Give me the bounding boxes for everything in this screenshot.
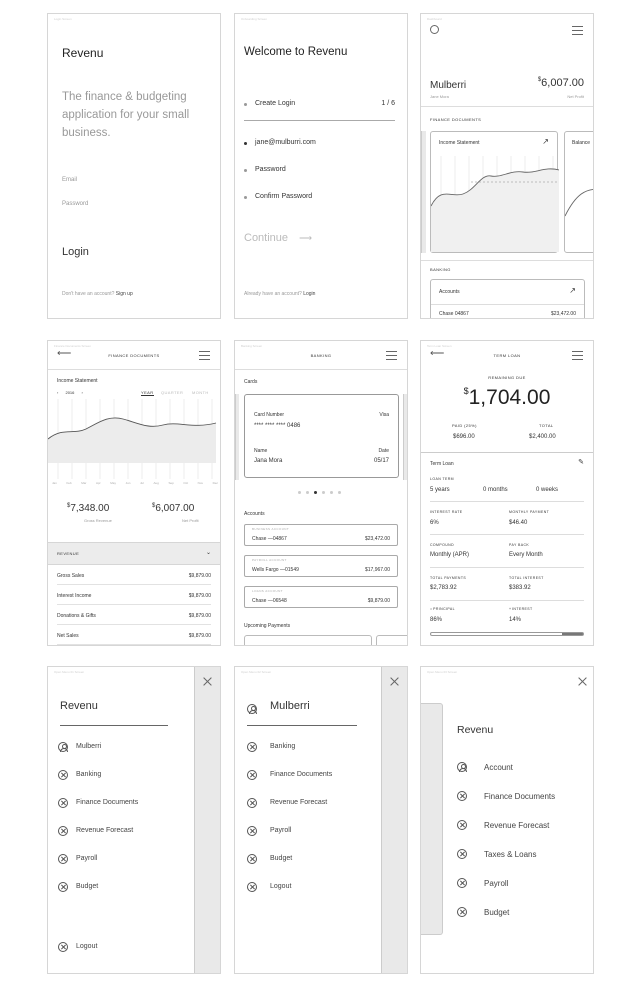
account-balance: $23,472.00: [364, 536, 390, 542]
logout-icon: [247, 882, 257, 892]
remaining-amount: 1,704.00: [468, 386, 551, 409]
header-divider: [235, 369, 407, 370]
divider: [431, 304, 584, 305]
menu-item-finance-documents[interactable]: Finance Documents: [76, 799, 139, 806]
row-label: Gross Sales: [57, 573, 85, 579]
menu-item-banking[interactable]: Banking: [76, 771, 102, 778]
edit-pencil-icon[interactable]: ✎: [578, 459, 584, 466]
step-divider: [244, 120, 395, 121]
card-date-value: 05/17: [373, 458, 389, 464]
principal-label: PRINCIPAL: [433, 607, 455, 611]
month-tick: Feb: [66, 481, 72, 485]
circle-x-icon: [247, 826, 257, 836]
currency-symbol: $: [152, 503, 156, 509]
menu-item-revenue-forecast[interactable]: Revenue Forecast: [76, 827, 134, 834]
menu-item-revenue-forecast[interactable]: Revenue Forecast: [270, 799, 328, 806]
email-field[interactable]: Email: [62, 177, 78, 183]
month-tick: Apr: [96, 481, 101, 485]
tab-year[interactable]: YEAR: [141, 390, 154, 395]
dashboard-screen: [420, 13, 594, 319]
net-profit-label: Net Profit: [567, 94, 584, 99]
payback-value: Every Month: [509, 552, 543, 558]
row-value: $9,879.00: [188, 573, 211, 579]
circle-x-icon: [58, 854, 68, 864]
payback-label: PAY BACK: [509, 543, 530, 547]
screen-caption: Open Menu 03 Screen: [427, 670, 458, 674]
total-value: $2,400.00: [529, 434, 556, 440]
menu-title: Mulberri: [270, 700, 310, 712]
principal-legend: [430, 607, 455, 611]
month-tick: Mar: [81, 481, 87, 485]
login-link[interactable]: Login: [303, 291, 316, 297]
principal-progress-fill: [431, 633, 562, 635]
table-row: [57, 587, 211, 605]
close-icon[interactable]: [203, 677, 212, 686]
arrow-up-right-icon[interactable]: ↗: [542, 137, 549, 146]
menu-item-logout[interactable]: Logout: [76, 943, 98, 950]
step-bullet: [244, 103, 247, 106]
tab-quarter[interactable]: QUARTER: [161, 390, 184, 395]
compound-label: COMPOUND: [430, 543, 455, 547]
chevron-right-icon[interactable]: ›: [81, 390, 83, 395]
login-prompt: [244, 291, 315, 297]
continue-label: Continue: [244, 232, 289, 244]
owner-name: Jane Mora: [430, 94, 449, 99]
month-axis: [52, 481, 218, 485]
step-count: 1 / 6: [381, 100, 395, 107]
credit-card[interactable]: [244, 394, 399, 478]
balance-mini-chart: [565, 156, 594, 252]
menu-item-payroll[interactable]: Payroll: [270, 827, 292, 834]
menu-icon[interactable]: [386, 351, 397, 360]
onboarding-screen: [234, 13, 408, 319]
account-name: Chase —04867: [252, 536, 287, 542]
account-type: LOANS ACCOUNT: [252, 589, 283, 593]
term-years: 5 years: [430, 487, 450, 493]
menu-item-finance-documents[interactable]: Finance Documents: [484, 792, 556, 801]
menu-item-finance-documents[interactable]: Finance Documents: [270, 771, 333, 778]
card-title: Income Statement: [439, 140, 480, 146]
net-amount: 6,007.00: [155, 503, 195, 514]
divider: [430, 567, 584, 568]
net-profit-value: [538, 77, 584, 89]
card-date-label: Date: [378, 448, 389, 454]
statement-title: Income Statement: [57, 378, 98, 384]
arrow-right-icon: ⟶: [299, 233, 313, 243]
remaining-label: REMAINING DUE: [488, 375, 526, 380]
circle-x-icon: [457, 849, 467, 859]
prev-card-peek: [235, 394, 239, 480]
menu-03-screen: [420, 666, 594, 974]
menu-icon[interactable]: [199, 351, 210, 360]
principal-dot-icon: ○: [430, 607, 433, 611]
screen-caption: Open Menu 01 Screen: [54, 670, 85, 674]
circle-x-icon: [247, 770, 257, 780]
screen-title: BANKING: [310, 353, 332, 358]
tagline: The finance & budgeting application for your small business.: [62, 91, 190, 139]
month-tick: Nov: [197, 481, 204, 485]
interest-rate-label: INTEREST RATE: [430, 510, 463, 514]
paid-value: $696.00: [453, 434, 475, 440]
screen-caption: Login Screen: [54, 17, 72, 21]
circle-x-icon: [58, 770, 68, 780]
total-interest-label: TOTAL INTEREST: [509, 576, 544, 580]
logout-icon: [58, 942, 68, 952]
divider: [421, 260, 593, 261]
net-profit-label: Net Profit: [182, 518, 199, 523]
month-tick: Jul: [140, 481, 144, 485]
menu-item-budget[interactable]: Budget: [484, 908, 510, 917]
circle-x-icon: [247, 854, 257, 864]
month-tick: Jun: [125, 481, 131, 485]
account-card[interactable]: [244, 555, 398, 577]
confirm-bullet: [244, 196, 247, 199]
back-arrow-icon[interactable]: ⟵: [57, 348, 72, 359]
gross-revenue-label: Gross Revenue: [84, 518, 112, 523]
back-arrow-icon[interactable]: ⟵: [430, 348, 445, 359]
month-tick: Sep: [168, 481, 174, 485]
card-number: **** **** **** 0486: [254, 423, 301, 429]
table-row: [57, 607, 211, 625]
loan-section-label: Term Loan: [430, 461, 454, 467]
menu-item-budget[interactable]: Budget: [76, 883, 99, 890]
screen-title: FINANCE DOCUMENTS: [108, 353, 160, 358]
term-months: 0 months: [483, 487, 508, 493]
currency-symbol: $: [537, 77, 542, 83]
arrow-up-right-icon[interactable]: ↗: [569, 286, 576, 295]
month-tick: May: [110, 481, 116, 485]
interest-rate-value: 6%: [430, 520, 439, 526]
divider: [421, 106, 593, 107]
password-input[interactable]: Password: [255, 166, 286, 173]
account-balance: $9,879.00: [367, 598, 390, 604]
screen-caption: Finance Documents Screen: [54, 344, 92, 348]
confirm-password-input[interactable]: Confirm Password: [255, 193, 313, 200]
menu-item-mulberri[interactable]: Mulberri: [76, 743, 102, 750]
row-label: Donations & Gifts: [57, 613, 96, 619]
income-mini-chart: [431, 156, 559, 252]
screen-caption: Banking Screen: [241, 344, 263, 348]
payment-card[interactable]: [244, 635, 372, 646]
gross-revenue-value: [67, 503, 109, 514]
screen-caption: Term Loan Screen: [427, 344, 452, 348]
close-icon[interactable]: [390, 677, 399, 686]
interest-plus-icon: +: [509, 607, 512, 611]
menu-item-budget[interactable]: Budget: [270, 855, 293, 862]
menu-icon[interactable]: [572, 26, 583, 35]
chevron-down-icon[interactable]: ⌄: [205, 550, 211, 556]
circle-x-icon: [457, 820, 467, 830]
email-input[interactable]: jane@mulburri.com: [255, 139, 316, 146]
continue-button[interactable]: [244, 232, 312, 244]
row-value: $9,879.00: [188, 613, 211, 619]
currency-symbol: $: [463, 386, 469, 396]
banking-screen: [234, 340, 408, 646]
menu-title: Revenu: [457, 724, 494, 736]
divider: [430, 600, 584, 601]
gear-icon[interactable]: [430, 25, 439, 34]
gross-amount: 7,348.00: [70, 503, 110, 514]
carousel-dot[interactable]: [322, 491, 325, 494]
carousel-dot[interactable]: [306, 491, 309, 494]
account-card[interactable]: [244, 586, 398, 608]
account-type: BUSINESS ACCOUNT: [252, 527, 290, 531]
currency-symbol: $: [67, 503, 71, 509]
remaining-value: [421, 386, 593, 410]
divider: [430, 534, 584, 535]
net-profit-value: [152, 503, 194, 514]
menu-item-taxes-loans[interactable]: Taxes & Loans: [484, 850, 537, 859]
menu-item-revenue-forecast[interactable]: Revenue Forecast: [484, 821, 550, 830]
password-field[interactable]: Password: [62, 201, 89, 207]
divider: [430, 501, 584, 502]
user-icon: [457, 762, 467, 772]
circle-x-icon: [457, 878, 467, 888]
signup-link[interactable]: Sign up: [115, 291, 133, 297]
tab-month[interactable]: MONTH: [192, 390, 209, 395]
screen-caption: Onboarding Screen: [241, 17, 268, 21]
revenue-accordion[interactable]: [48, 542, 220, 565]
account-name: Chase —06548: [252, 598, 287, 604]
welcome-title: Welcome to Revenu: [244, 46, 348, 58]
year-selector[interactable]: [57, 390, 83, 395]
total-payments-value: $2,783.92: [430, 585, 457, 591]
card-title: Balance: [572, 140, 591, 146]
header-divider: [48, 369, 220, 370]
accounts-label: Accounts: [439, 289, 460, 295]
row-value: $9,879.00: [188, 593, 211, 599]
menu-item-payroll[interactable]: Payroll: [76, 855, 98, 862]
content-overlay[interactable]: [421, 703, 443, 935]
card-name-label: Name: [254, 448, 268, 454]
principal-value: 86%: [430, 617, 443, 623]
title-underline: [60, 725, 168, 726]
screen-title: TERM LOAN: [493, 353, 521, 358]
menu-01-screen: [47, 666, 221, 974]
content-overlay[interactable]: [381, 667, 408, 973]
paid-label: PAID (25%): [452, 423, 477, 428]
interest-label: INTEREST: [512, 607, 533, 611]
net-profit-amount: 6,007.00: [541, 77, 584, 89]
section-finance-documents: FINANCE DOCUMENTS: [430, 117, 482, 122]
account-name: Wells Fargo —01549: [252, 567, 299, 573]
password-bullet: [244, 169, 247, 172]
accounts-label: Accounts: [244, 511, 265, 517]
month-tick: Jan: [52, 481, 57, 485]
carousel-dot-active[interactable]: [314, 491, 317, 494]
menu-02-screen: [234, 666, 408, 974]
menu-item-logout[interactable]: Logout: [270, 883, 292, 890]
company-name: Mulberri: [430, 80, 467, 91]
total-payments-label: TOTAL PAYMENTS: [430, 576, 467, 580]
section-banking: BANKING: [430, 267, 451, 272]
row-value: $9,879.00: [188, 633, 211, 639]
interest-value: 14%: [509, 617, 522, 623]
account-name: Chase 04867: [439, 311, 469, 317]
menu-item-account[interactable]: Account: [484, 763, 513, 772]
chevron-left-icon[interactable]: ‹: [57, 390, 59, 395]
circle-x-icon: [58, 826, 68, 836]
term-weeks: 0 weeks: [536, 487, 559, 493]
row-label: Net Sales: [57, 633, 79, 639]
step-label: Create Login: [255, 100, 296, 107]
signup-prompt-text: Don't have an account?: [62, 291, 115, 297]
accounts-card[interactable]: [430, 279, 585, 319]
upcoming-payments-label: Upcoming Payments: [244, 623, 291, 629]
year-value: 2016: [65, 390, 75, 395]
circle-x-icon: [457, 907, 467, 917]
account-balance: $23,472.00: [550, 311, 576, 317]
card-network: Visa: [379, 412, 389, 418]
login-button[interactable]: Login: [62, 246, 89, 258]
next-card-peek: [403, 394, 407, 480]
total-label: TOTAL: [539, 423, 554, 428]
card-name-value: Jana Mora: [254, 458, 283, 464]
card-number-label: Card Number: [254, 412, 285, 418]
user-icon: [58, 742, 68, 752]
content-overlay[interactable]: [194, 667, 221, 973]
divider: [421, 452, 593, 453]
account-card[interactable]: [244, 524, 398, 546]
circle-x-icon: [58, 798, 68, 808]
screen-caption: Open Menu 02 Screen: [241, 670, 272, 674]
payment-card[interactable]: [376, 635, 408, 646]
month-tick: Aug: [153, 481, 159, 485]
carousel-dot[interactable]: [330, 491, 333, 494]
monthly-payment-label: MONTHLY PAYMENT: [509, 510, 550, 514]
circle-x-icon: [247, 798, 257, 808]
table-row: [57, 627, 211, 645]
table-row: [57, 567, 211, 585]
carousel-dot[interactable]: [298, 491, 301, 494]
menu-item-payroll[interactable]: Payroll: [484, 879, 509, 888]
balance-card[interactable]: [564, 131, 594, 253]
menu-title: Revenu: [60, 700, 98, 712]
monthly-payment-value: $46.40: [509, 520, 528, 526]
circle-x-icon: [247, 742, 257, 752]
term-loan-screen: [420, 340, 594, 646]
cards-label: Cards: [244, 379, 258, 385]
account-balance: $17,967.00: [364, 567, 390, 573]
principal-progress-bar: [430, 632, 584, 636]
signup-prompt: [62, 291, 133, 297]
circle-x-icon: [58, 882, 68, 892]
login-screen: [47, 13, 221, 319]
month-tick: Oct: [183, 481, 189, 485]
income-chart: [48, 399, 221, 479]
email-bullet: [244, 142, 247, 145]
login-prompt-text: Already have an account?: [244, 291, 302, 297]
total-interest-value: $383.92: [509, 585, 531, 591]
interest-legend: [509, 607, 533, 611]
menu-item-banking[interactable]: Banking: [270, 743, 296, 750]
circle-x-icon: [457, 791, 467, 801]
menu-icon[interactable]: [572, 351, 583, 360]
user-icon: [247, 704, 257, 714]
carousel-dot[interactable]: [338, 491, 341, 494]
revenue-header: REVENUE: [57, 551, 80, 556]
screen-caption: Dashboard: [427, 17, 442, 21]
app-name: Revenu: [62, 46, 104, 60]
account-type: PAYROLL ACCOUNT: [252, 558, 287, 562]
loan-term-label: LOAN TERM: [430, 477, 454, 481]
prev-card-peek: [421, 131, 426, 253]
close-icon[interactable]: [578, 677, 587, 686]
month-tick: Dec: [212, 481, 218, 485]
title-underline: [247, 725, 357, 726]
compound-value: Monthly (APR): [430, 552, 470, 558]
income-statement-card[interactable]: [430, 131, 558, 253]
row-label: Interest Income: [57, 593, 92, 599]
finance-documents-screen: [47, 340, 221, 646]
